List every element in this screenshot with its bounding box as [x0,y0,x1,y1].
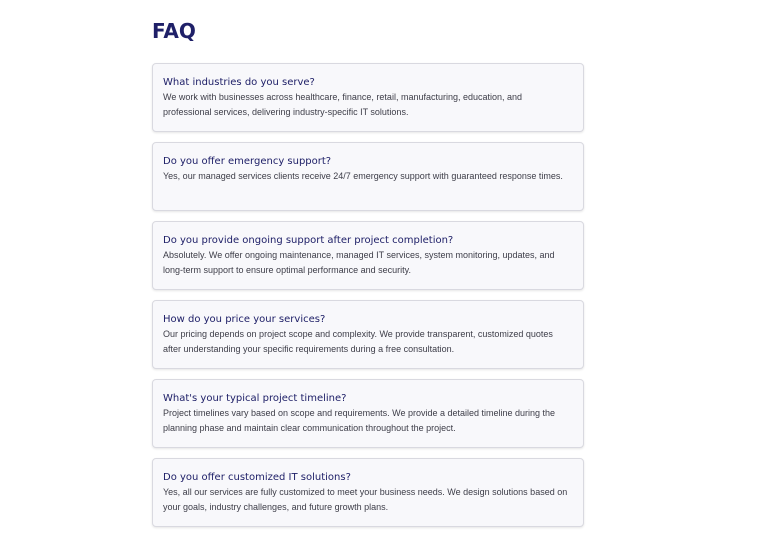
faq-item[interactable] [152,458,584,527]
faq-section [152,0,584,512]
faq-question: Do you offer customized IT solutions? [163,472,351,483]
faq-question: What's your typical project timeline? [163,393,347,404]
faq-item[interactable] [152,63,584,132]
faq-list [152,63,584,537]
faq-item[interactable] [152,221,584,290]
faq-answer: Yes, all our services are fully customized to meet your business needs. We design solutions based on your goals, industry challenges, and future growth plans. [163,487,568,512]
faq-answer: Yes, our managed services clients receive 24/7 emergency support with guaranteed response times. [163,171,563,181]
faq-item[interactable] [152,142,584,211]
faq-answer: Our pricing depends on project scope and complexity. We provide transparent, customized quotes after understanding your specific requirements during a free consultation. [163,329,553,354]
faq-question: What industries do you serve? [163,77,315,88]
faq-question: How do you price your services? [163,314,326,325]
faq-answer: We work with businesses across healthcare, finance, retail, manufacturing, education, and professional services, delivering industry-specific IT solutions. [163,92,523,117]
faq-item[interactable] [152,379,584,448]
faq-item[interactable] [152,300,584,369]
faq-title: FAQ [152,19,196,43]
faq-answer: Absolutely. We offer ongoing maintenance, managed IT services, system monitoring, updates, and long-term support to ensure optimal performance and security. [163,250,555,275]
faq-question: Do you offer emergency support? [163,156,332,167]
faq-question: Do you provide ongoing support after project completion? [163,235,454,246]
faq-answer: Project timelines vary based on scope and requirements. We provide a detailed timeline during the planning phase and maintain clear communication throughout the project. [163,408,556,433]
